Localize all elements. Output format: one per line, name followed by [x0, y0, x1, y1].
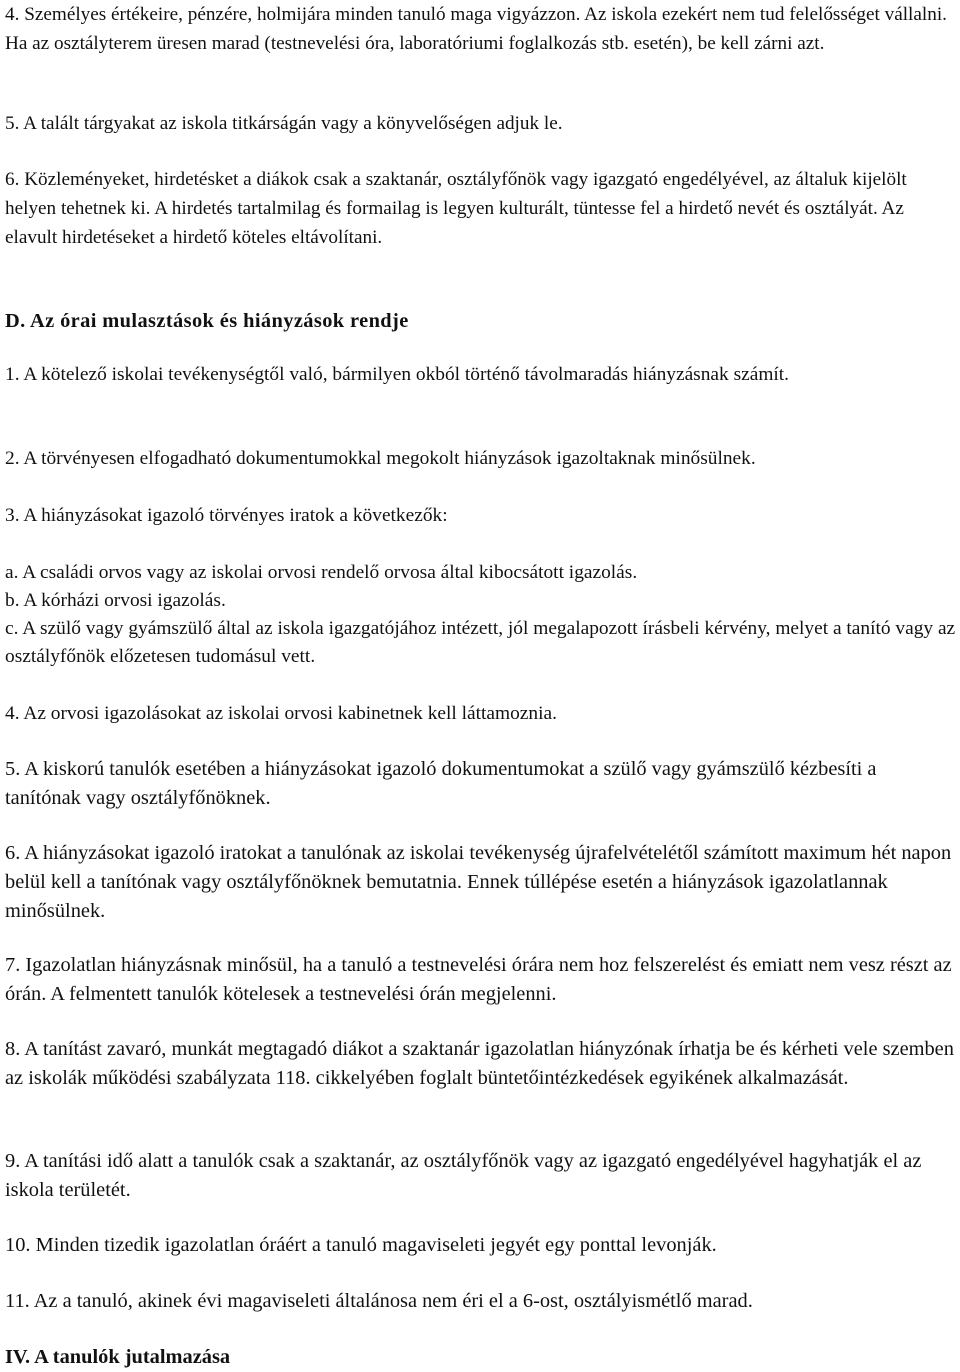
- rule-d-3b: b. A kórházi orvosi igazolás.: [5, 590, 226, 611]
- rule-c-5: 5. A talált tárgyakat az iskola titkárságán vagy a könyvelőségen adjuk le.: [5, 113, 563, 134]
- section-d-heading: [5, 307, 956, 335]
- section-iv-title: IV. A tanulók jutalmazása: [5, 1346, 231, 1368]
- rule-d-10: 10. Minden tizedik igazolatlan óráért a tanuló magaviseleti jegyét egy ponttal levonják.: [5, 1234, 717, 1256]
- rule-d-9: 9. A tanítási idő alatt a tanulók csak a szaktanár, az osztályfőnök vagy az igazgató engedélyével hagyhatják el az iskola területét.: [5, 1150, 922, 1201]
- rule-d-2: 2. A törvényesen elfogadható dokumentumokkal megokolt hiányzások igazoltaknak minősülnek.: [5, 448, 756, 469]
- rule-c-6: 6. Közleményeket, hirdetésket a diákok csak a szaktanár, osztályfőnök vagy igazgató engedélyével, az általuk kijelölt helyen tehetnek ki. A hirdetés tartalmilag és formailag is legyen kulturált, tüntesse fel a hirdető nevét és osztályát. Az elavult hirdetéseket a hirdető köteles eltávolítani.: [5, 169, 907, 248]
- rule-d-3: 3. A hiányzásokat igazoló törvényes iratok a következők:: [5, 505, 448, 526]
- rule-c-4: 4. Személyes értékeire, pénzére, holmijára minden tanuló maga vigyázzon. Az iskola ezekért nem tud felelősséget vállalni. Ha az osztályterem üresen marad (testnevelési óra, laboratóriumi foglalkozás stb. esetén), be kell zárni azt.: [5, 4, 947, 54]
- rule-d-1: 1. A kötelező iskolai tevékenységtől való, bármilyen okból történő távolmaradás hiányzásnak számít.: [5, 364, 790, 385]
- rule-d-4: 4. Az orvosi igazolásokat az iskolai orvosi kabinetnek kell láttamoznia.: [5, 703, 557, 724]
- rule-d-8: 8. A tanítást zavaró, munkát megtagadó diákot a szaktanár igazolatlan hiányzónak írhatja be és kérheti vele szemben az iskolák működési szabályzata 118. cikkelyében foglalt büntetőintézkedések egyikének alkalmazását.: [5, 1038, 954, 1089]
- rule-d-7: 7. Igazolatlan hiányzásnak minősül, ha a tanuló a testnevelési órára nem hoz felszerelést és emiatt nem vesz részt az órán. A felmentett tanulók kötelesek a testnevelési órán megjelenni.: [5, 954, 952, 1005]
- rule-d-6: 6. A hiányzásokat igazoló iratokat a tanulónak az iskolai tevékenység újrafelvételétől számított maximum hét napon belül kell a tanítónak vagy osztályfőnöknek bemutatnia. Ennek túllépése esetén a hiányzások igazolatlannak minősülnek.: [5, 842, 952, 922]
- section-d-title: D. Az órai mulasztások és hiányzások rendje: [5, 310, 409, 332]
- rule-d-5: 5. A kiskorú tanulók esetében a hiányzásokat igazoló dokumentumokat a szülő vagy gyámszülő kézbesíti a tanítónak vagy osztályfőnöknek.: [5, 758, 877, 809]
- section-iv-heading: [5, 1343, 956, 1371]
- rule-d-3a: a. A családi orvos vagy az iskolai orvosi rendelő orvosa által kibocsátott igazolás.: [5, 562, 638, 583]
- rule-d-3c: c. A szülő vagy gyámszülő által az iskola igazgatójához intézett, jól megalapozott írásbeli kérvény, melyet a tanító vagy az osztályfőnök előzetesen tudomásul vett.: [5, 618, 956, 667]
- rule-d-11: 11. Az a tanuló, akinek évi magaviseleti általánosa nem éri el a 6-ost, osztályismétlő marad.: [5, 1290, 753, 1312]
